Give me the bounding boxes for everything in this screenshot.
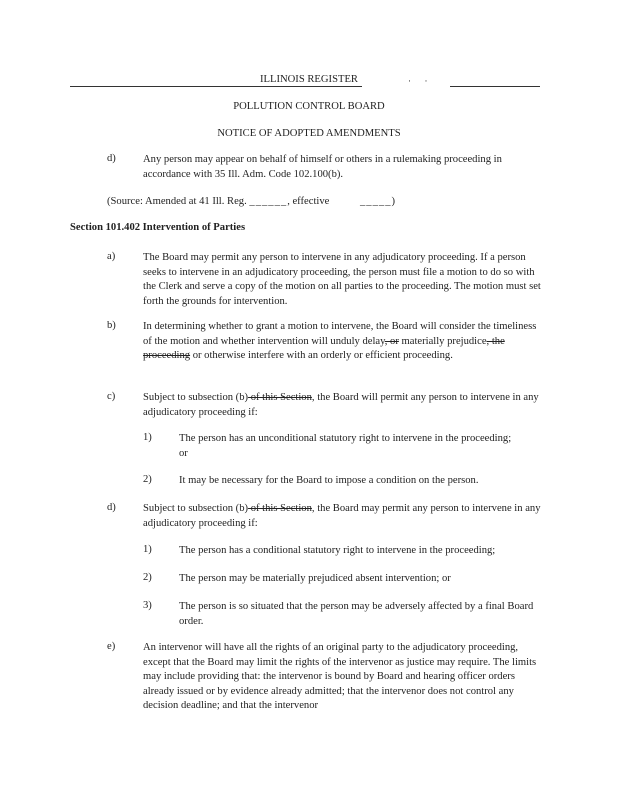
c1-text: The person has an unconditional statutory right to intervene in the proceeding; or [179,433,512,459]
b-text-1: In determining whether to grant a motion to intervene, the Board will consider the timeliness of the motion and whether intervention will unduly delay [143,321,537,347]
d-label: d) [107,502,116,513]
d1-text: The person has a conditional statutory right to intervene in the proceeding; [179,545,496,556]
c-label: c) [107,391,116,402]
d3-label: 3) [143,600,152,611]
c-text-1: Subject to subsection (b) [143,392,249,403]
b-strike-2: , the proceeding [143,335,505,361]
d1-label: 1) [143,544,152,555]
section-heading: Section 101.402 Intervention of Parties [70,222,246,233]
notice-title: NOTICE OF ADOPTED AMENDMENTS [217,128,401,139]
source-note [107,196,395,207]
source-text-b: , effective [287,196,330,207]
c2-text: It may be necessary for the Board to impose a condition on the person. [179,475,479,486]
source-blank-1: ______ [249,196,288,207]
source-text-a: (Source: Amended at 41 Ill. Reg. [107,196,247,207]
b-label: b) [107,320,116,331]
c1-label: 1) [143,432,152,443]
header-rule-left [70,86,362,87]
c-text [143,391,543,420]
header-rule-right [450,86,540,87]
e-text: An intervenor will have all the rights of an original party to the adjudicatory proceeding, except that the Board may limit the rights of the intervenor as justice may require. The limits may include providing that: the intervenor is bound by Board and hearing officer orders already issued or by evidence already admitted; that the intervenor does not control any decision deadline; and that the intervenor [143,642,537,711]
d-text [143,502,543,531]
d-strike: of this Section [248,503,312,514]
board-title: POLLUTION CONTROL BOARD [233,101,385,112]
b-strike-1: , or [384,335,399,347]
b-text-2: materially prejudice [398,335,487,347]
b-text [143,320,543,364]
prior-d-label: d) [107,153,116,164]
register-title: ILLINOIS REGISTER [260,74,358,85]
c-strike: of this Section [248,392,312,403]
e-label: e) [107,641,116,652]
d2-label: 2) [143,572,152,583]
d-text-2: , the Board may permit any person to intervene in any adjudicatory proceeding if: [143,503,541,529]
source-blank-2: _____ [360,196,392,207]
c2-label: 2) [143,474,152,485]
d2-text: The person may be materially prejudiced absent intervention; or [179,573,451,584]
d3-text: The person is so situated that the person may be adversely affected by a final Board order. [179,601,534,627]
b-text-3: or otherwise interfere with an orderly or efficient proceeding. [190,350,453,361]
a-text: The Board may permit any person to intervene in any adjudicatory proceeding. If a person seeks to intervene in an adjudicatory proceeding, the person must file a motion to do so with the Clerk and serve a copy of the motion on all parties to the proceeding. The motion must set forth the grounds for intervention. [143,252,541,307]
header-dots: · · [408,76,428,86]
source-text-c: ) [391,196,396,207]
c-text-2: , the Board will permit any person to intervene in any adjudicatory proceeding if: [143,392,539,418]
prior-d-text: Any person may appear on behalf of himself or others in a rulemaking proceeding in accordance with 35 Ill. Adm. Code 102.100(b). [143,154,502,180]
a-label: a) [107,251,116,262]
d-text-1: Subject to subsection (b) [143,503,249,514]
